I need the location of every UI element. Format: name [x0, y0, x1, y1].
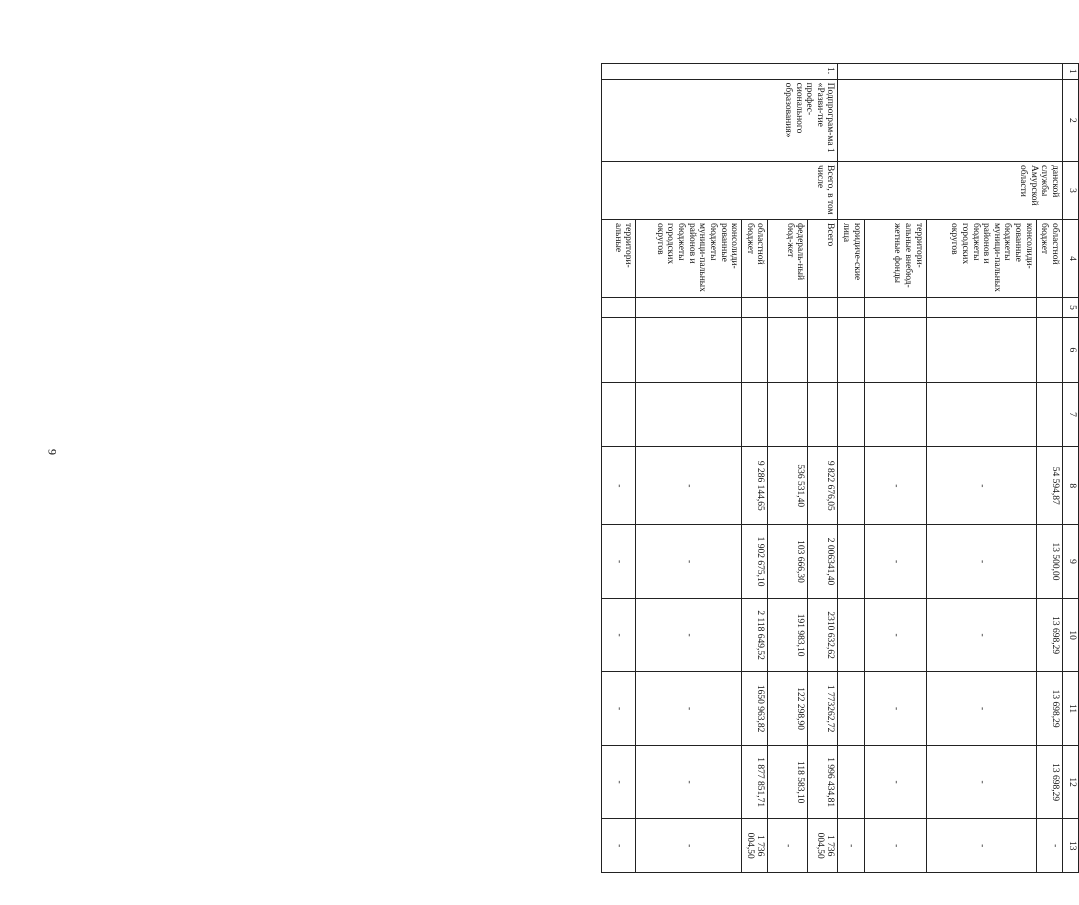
cell-name: [838, 79, 1063, 161]
cell: [602, 318, 636, 383]
col-header: 7: [1063, 382, 1079, 447]
cell: [926, 382, 1036, 447]
cell: [864, 382, 926, 447]
cell-value: 118 583,10: [768, 745, 808, 819]
page-number: 9: [45, 449, 60, 455]
col-header: 9: [1063, 525, 1079, 599]
cell-value: 1 902 675,10: [742, 525, 768, 599]
cell-value: -: [636, 525, 742, 599]
cell-index: [838, 64, 1063, 80]
cell: [742, 318, 768, 383]
cell: [926, 318, 1036, 383]
cell: [768, 382, 808, 447]
cell-value: 1 736 004,50: [808, 819, 838, 873]
cell-value: -: [926, 672, 1036, 746]
cell-value: -: [602, 819, 636, 873]
cell-value: 2 006341,40: [808, 525, 838, 599]
cell-value: 1 877 851,71: [742, 745, 768, 819]
cell-value: -: [926, 598, 1036, 672]
cell-value: 1 996 434,81: [808, 745, 838, 819]
cell-source: областной бюджет: [742, 219, 768, 297]
col-header: 11: [1063, 672, 1079, 746]
cell-value: -: [926, 525, 1036, 599]
cell: [838, 297, 864, 317]
cell: [768, 297, 808, 317]
cell: [864, 318, 926, 383]
cell: [808, 382, 838, 447]
cell-value: [838, 672, 864, 746]
cell: [808, 297, 838, 317]
cell-value: 13 698,29: [1036, 672, 1062, 746]
cell-value: -: [864, 672, 926, 746]
cell-executor: данской службы Амурской области: [838, 162, 1063, 220]
col-header: 1: [1063, 64, 1079, 80]
col-header: 5: [1063, 297, 1079, 317]
col-header: 8: [1063, 447, 1079, 525]
cell-value: -: [636, 819, 742, 873]
cell-executor: Всего, в том числе: [602, 162, 838, 220]
cell-value: -: [926, 819, 1036, 873]
cell-source: областной бюджет: [1036, 219, 1062, 297]
cell-name: Подпрограм-ма 1 «Разви-тие профес-сионального образования»: [602, 79, 838, 161]
col-header: 6: [1063, 318, 1079, 383]
table-row: [1036, 64, 1062, 873]
header-row: [1063, 64, 1079, 873]
cell-value: 191 983,10: [768, 598, 808, 672]
cell-value: -: [602, 672, 636, 746]
cell-value: -: [838, 819, 864, 873]
cell-value: -: [602, 598, 636, 672]
cell: [742, 297, 768, 317]
cell-value: -: [1036, 819, 1062, 873]
cell-value: 9 822 676,05: [808, 447, 838, 525]
cell-value: -: [636, 672, 742, 746]
cell-source: консолиди-рованные бюджеты муници-пальных районов и бюджеты городских округов: [926, 219, 1036, 297]
cell: [602, 297, 636, 317]
cell-value: [838, 525, 864, 599]
cell-value: 1 736 004,50: [742, 819, 768, 873]
col-header: 13: [1063, 819, 1079, 873]
cell-value: -: [636, 447, 742, 525]
funding-table: [601, 63, 1079, 873]
cell-value: -: [864, 745, 926, 819]
cell: [1036, 297, 1062, 317]
cell-value: -: [602, 745, 636, 819]
cell-value: -: [926, 745, 1036, 819]
cell: [838, 318, 864, 383]
cell-value: 122 298,90: [768, 672, 808, 746]
cell-source: территори-альные внебюд-жетные фонды: [864, 219, 926, 297]
col-header: 4: [1063, 219, 1079, 297]
cell-source: юридиче-ские лица: [838, 219, 864, 297]
col-header: 2: [1063, 79, 1079, 161]
cell: [864, 297, 926, 317]
table-wrapper: [543, 63, 1079, 873]
cell: [636, 382, 742, 447]
cell-source: Всего: [808, 219, 838, 297]
cell-value: -: [864, 598, 926, 672]
cell-value: 1650 963,82: [742, 672, 768, 746]
cell-value: [838, 598, 864, 672]
cell: [838, 382, 864, 447]
cell-source: консолиди-рованные бюджеты муници-пальных районов и бюджеты городских округов: [636, 219, 742, 297]
cell: [808, 318, 838, 383]
cell-source: федераль-ный бюд-жет: [768, 219, 808, 297]
cell-value: 54 594,87: [1036, 447, 1062, 525]
cell: [926, 297, 1036, 317]
col-header: 12: [1063, 745, 1079, 819]
cell-value: -: [864, 447, 926, 525]
cell-value: -: [602, 447, 636, 525]
cell-value: 1 773262,72: [808, 672, 838, 746]
cell-value: 2310 632,62: [808, 598, 838, 672]
cell: [1036, 318, 1062, 383]
cell-value: -: [636, 745, 742, 819]
col-header: 3: [1063, 162, 1079, 220]
cell-value: 2 118 649,52: [742, 598, 768, 672]
cell: [768, 318, 808, 383]
rotated-page: [534, 63, 1079, 893]
cell: [636, 297, 742, 317]
cell-value: [838, 745, 864, 819]
cell-value: 13 698,29: [1036, 745, 1062, 819]
cell-value: 9 286 144,65: [742, 447, 768, 525]
cell-value: 13 698,29: [1036, 598, 1062, 672]
table-row: [808, 64, 838, 873]
cell-value: -: [864, 819, 926, 873]
cell: [602, 382, 636, 447]
col-header: 10: [1063, 598, 1079, 672]
cell: [636, 318, 742, 383]
cell-value: -: [926, 447, 1036, 525]
cell-value: 536 531,40: [768, 447, 808, 525]
cell-value: [838, 447, 864, 525]
cell: [742, 382, 768, 447]
cell-value: -: [636, 598, 742, 672]
cell-value: -: [602, 525, 636, 599]
cell: [1036, 382, 1062, 447]
cell-index: 1.: [602, 64, 838, 80]
cell-value: -: [864, 525, 926, 599]
cell-source: территори-альные: [602, 219, 636, 297]
cell-value: 103 666,30: [768, 525, 808, 599]
cell-value: 13 500,00: [1036, 525, 1062, 599]
cell-value: -: [768, 819, 808, 873]
